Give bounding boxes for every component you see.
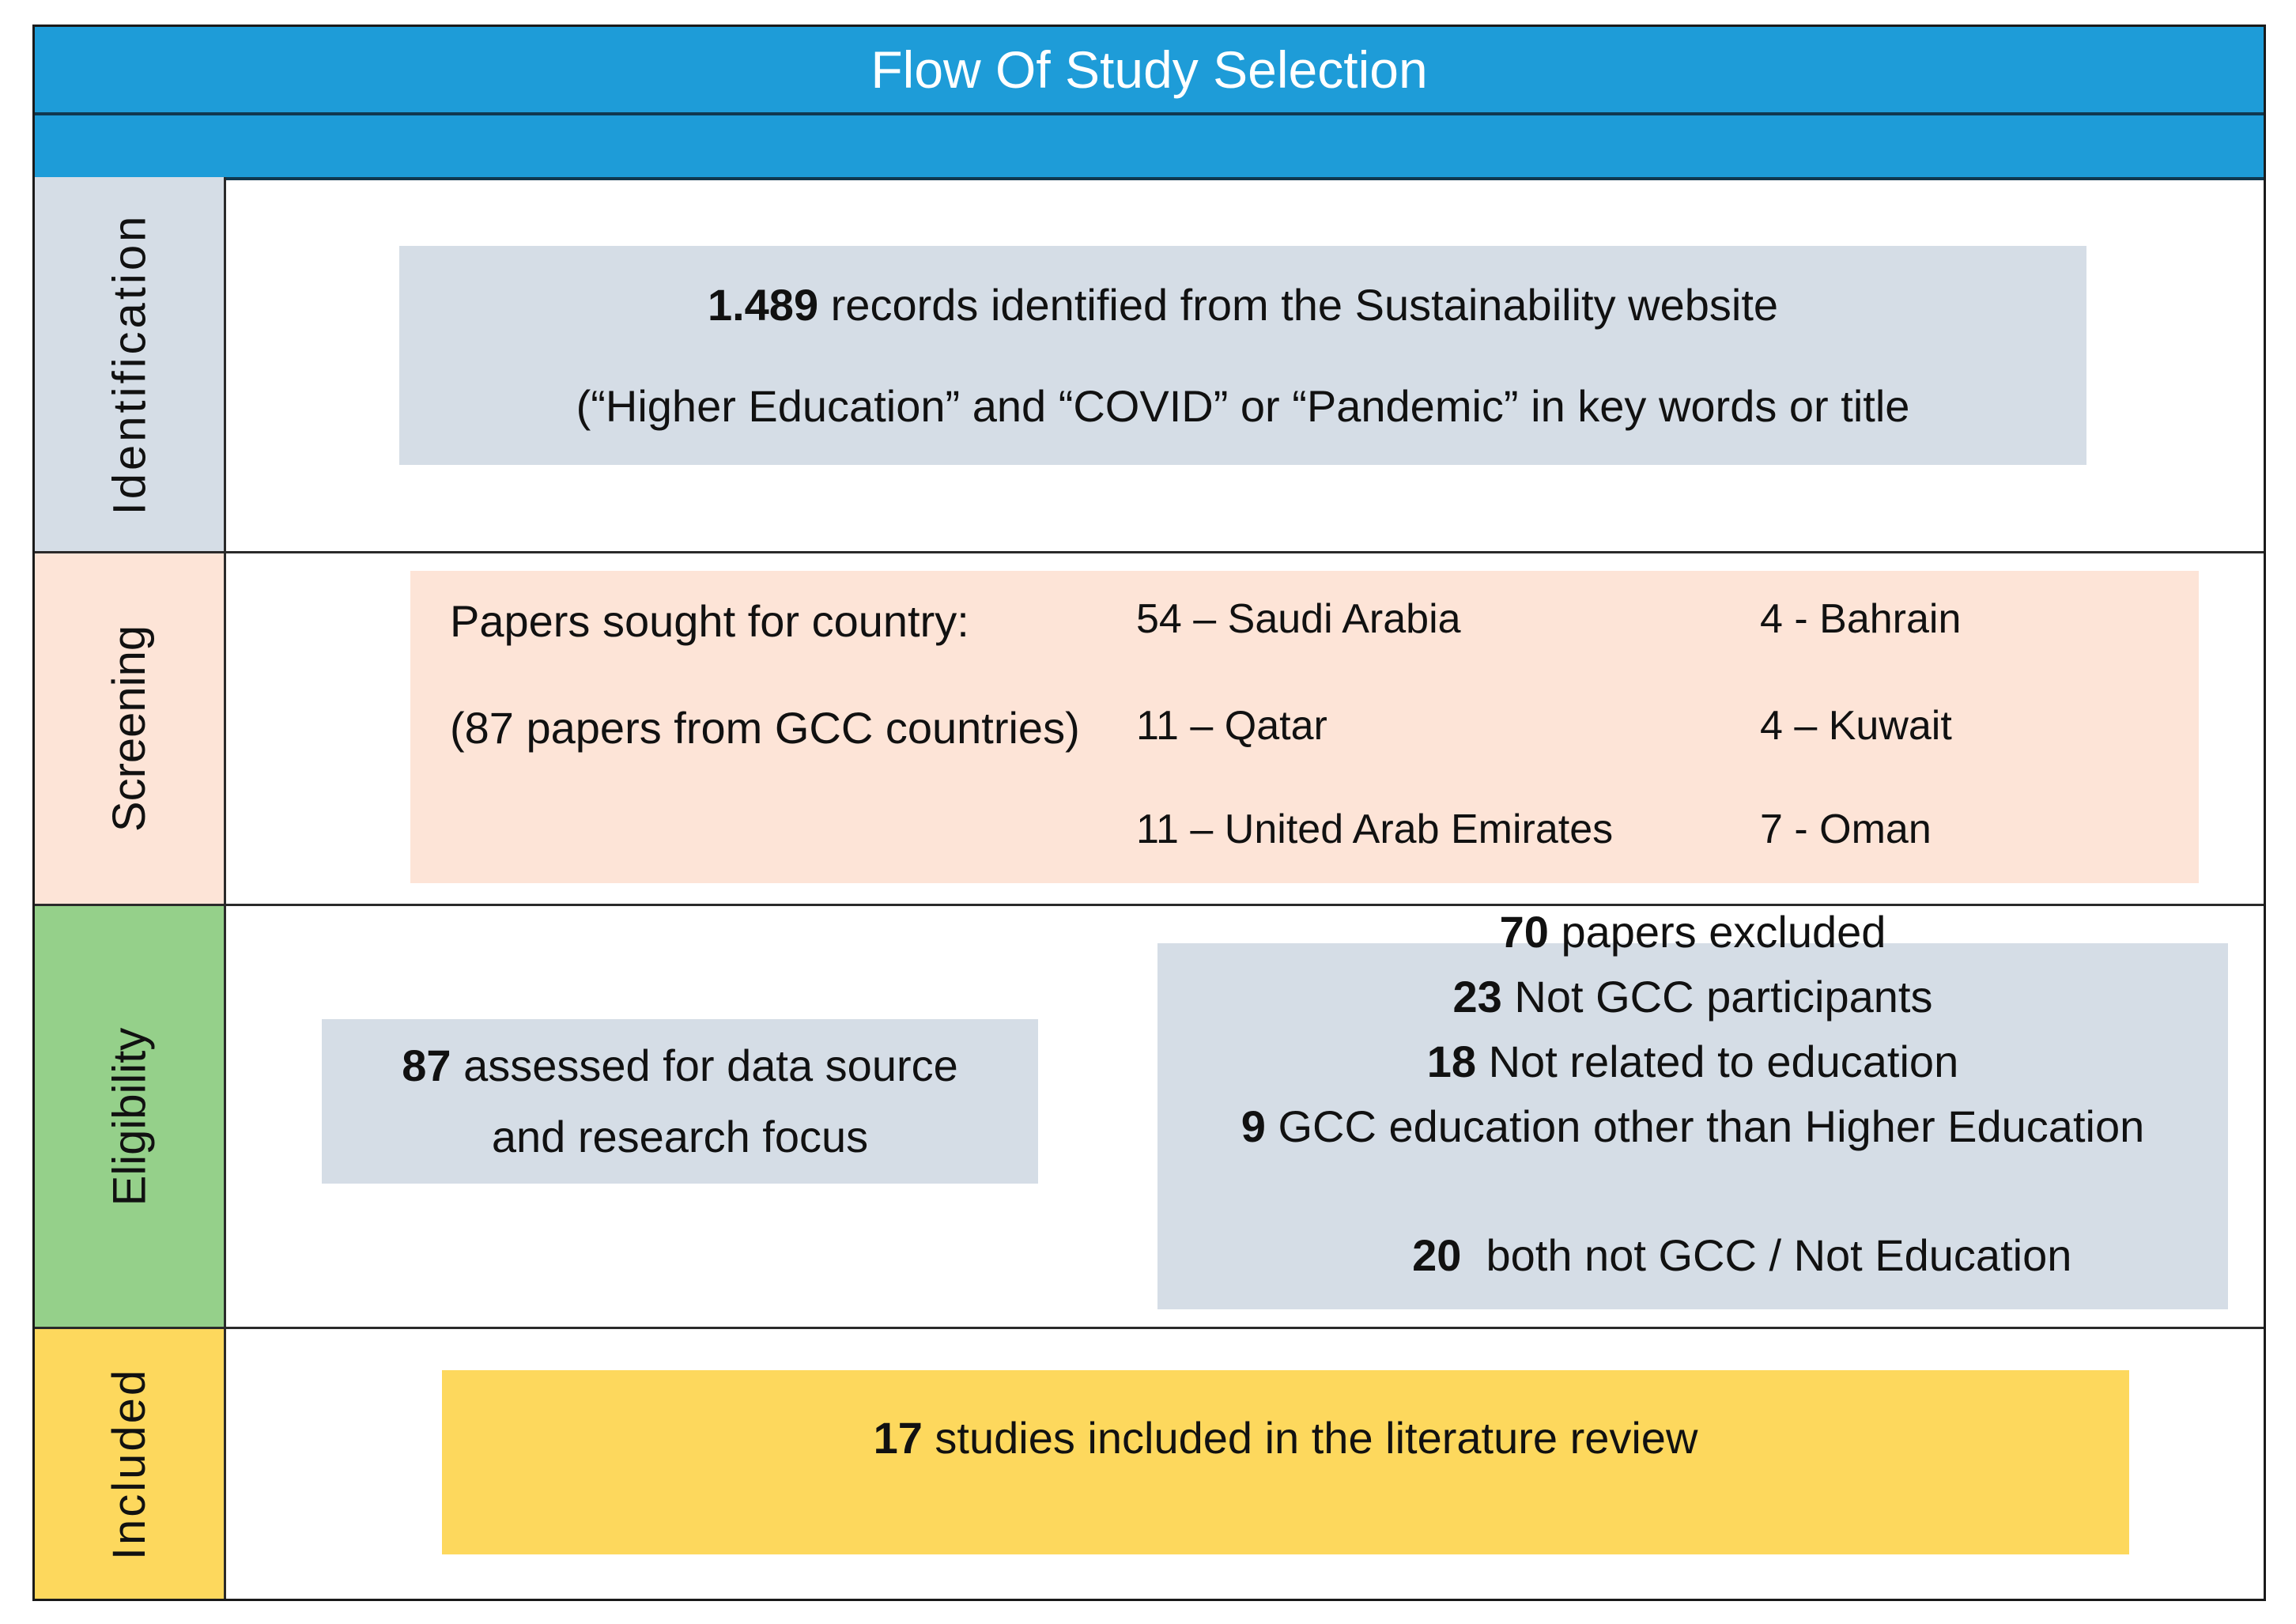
eligibility-label: Eligibility bbox=[103, 1027, 155, 1206]
papers-sought-label: Papers sought for country: bbox=[450, 596, 969, 646]
country-count-oman: 7 - Oman bbox=[1760, 806, 1932, 852]
included-label-cell bbox=[35, 1329, 226, 1599]
excluded-not-education-text: Not related to education bbox=[1476, 1036, 1959, 1086]
search-terms-line: (“Higher Education” and “COVID” or “Pandemic” in key words or title bbox=[576, 380, 1910, 431]
included-count: 17 bbox=[873, 1413, 923, 1463]
included-label: Included bbox=[104, 1367, 156, 1561]
identification-row bbox=[35, 177, 2264, 553]
excluded-box bbox=[1157, 907, 2228, 1309]
country-count-bahrain: 4 - Bahrain bbox=[1760, 596, 1962, 642]
screening-label-cell bbox=[35, 553, 226, 904]
diagram-title: Flow Of Study Selection bbox=[870, 40, 1428, 99]
excluded-not-gcc-count: 23 bbox=[1452, 972, 1502, 1022]
country-count-uae: 11 – United Arab Emirates bbox=[1136, 806, 1614, 852]
identification-label: Identification bbox=[104, 213, 155, 516]
identification-label-cell bbox=[35, 177, 226, 551]
title-bar bbox=[35, 27, 2264, 115]
excluded-both-count: 20 bbox=[1412, 1230, 1462, 1281]
eligibility-label-cell bbox=[35, 906, 226, 1327]
eligibility-row bbox=[35, 906, 2264, 1329]
title-subrow bbox=[35, 115, 2264, 180]
country-count-kuwait: 4 – Kuwait bbox=[1760, 703, 1952, 749]
screening-box bbox=[410, 571, 2199, 883]
records-identified-text: records identified from the Sustainability website bbox=[818, 280, 1779, 330]
excluded-other-education-line bbox=[1241, 1094, 2145, 1159]
records-count: 1.489 bbox=[707, 280, 819, 330]
included-row bbox=[35, 1329, 2264, 1599]
screening-row bbox=[35, 553, 2264, 906]
excluded-total-line bbox=[1500, 900, 1886, 965]
excluded-not-education-line bbox=[1427, 1029, 1958, 1094]
assessed-line bbox=[402, 1030, 958, 1101]
screening-label: Screening bbox=[104, 625, 156, 833]
study-selection-flow-table bbox=[32, 25, 2266, 1601]
assessed-count: 87 bbox=[402, 1040, 451, 1091]
excluded-both-line bbox=[1314, 1158, 2072, 1352]
gcc-papers-subtitle: (87 papers from GCC countries) bbox=[450, 703, 1080, 753]
records-identified-line bbox=[708, 278, 1778, 331]
excluded-not-education-count: 18 bbox=[1426, 1036, 1477, 1086]
excluded-other-education-count: 9 bbox=[1241, 1101, 1266, 1151]
excluded-not-gcc-line bbox=[1453, 965, 1933, 1029]
excluded-both-text: both not GCC / Not Education bbox=[1461, 1230, 2072, 1281]
included-box bbox=[442, 1370, 2129, 1554]
excluded-not-gcc-text: Not GCC participants bbox=[1501, 972, 1933, 1022]
assessed-box bbox=[322, 1019, 1038, 1184]
research-focus-line: and research focus bbox=[491, 1112, 869, 1161]
excluded-other-education-text: GCC education other than Higher Education bbox=[1265, 1101, 2145, 1151]
identification-box bbox=[399, 246, 2086, 465]
excluded-total-count: 70 bbox=[1499, 907, 1549, 957]
assessed-text: assessed for data source bbox=[451, 1040, 958, 1091]
excluded-total-text: papers excluded bbox=[1548, 907, 1886, 957]
included-text: studies included in the literature review bbox=[922, 1413, 1698, 1463]
country-count-qatar: 11 – Qatar bbox=[1136, 703, 1327, 749]
included-line bbox=[874, 1411, 1698, 1464]
country-count-saudi-arabia: 54 – Saudi Arabia bbox=[1136, 596, 1461, 642]
